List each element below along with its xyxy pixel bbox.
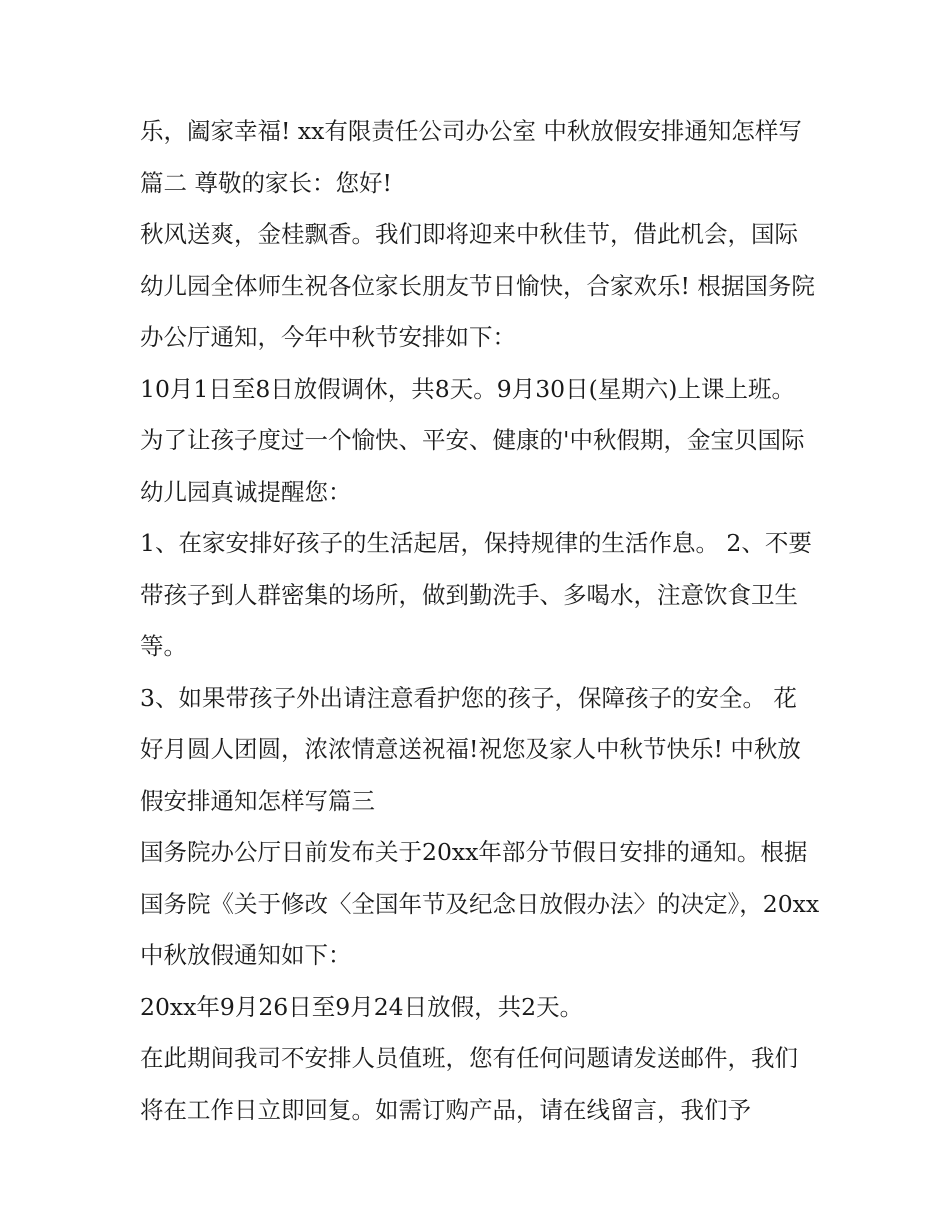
paragraph: 在此期间我司不安排人员值班，您有任何问题请发送邮件，我们将在工作日立即回复。如需订购产品，请在线留言，我们予 bbox=[140, 1044, 798, 1124]
paragraph: 1、在家安排好孩子的生活起居，保持规律的生活作息。 2、不要带孩子到人群密集的场所，做到勤洗手、多喝水，注意饮食卫生等。 bbox=[140, 529, 812, 660]
paragraph: 3、如果带孩子外出请注意看护您的孩子，保障孩子的安全。 花好月圆人团圆，浓浓情意送祝福!祝您及家人中秋节快乐! 中秋放假安排通知怎样写篇三 bbox=[140, 683, 801, 815]
document-body bbox=[140, 106, 820, 1136]
paragraph: 10月1日至8日放假调休，共8天。9月30日(星期六)上课上班。 为了让孩子度过一个愉快、平安、健康的'中秋假期，金宝贝国际幼儿园真诚提醒您： bbox=[140, 374, 805, 506]
paragraph: 国务院办公厅日前发布关于20xx年部分节假日安排的通知。根据国务院《关于修改〈全国年节及纪念日放假办法〉的决定》，20xx中秋放假通知如下： bbox=[140, 838, 820, 969]
paragraph: 秋风送爽，金桂飘香。我们即将迎来中秋佳节，借此机会，国际幼儿园全体师生祝各位家长朋友节日愉快，合家欢乐! 根据国务院办公厅通知，今年中秋节安排如下： bbox=[140, 220, 815, 351]
paragraph: 20xx年9月26日至9月24日放假，共2天。 bbox=[140, 992, 584, 1021]
paragraph: 乐，阖家幸福! xx有限责任公司办公室 中秋放假安排通知怎样写篇二 尊敬的家长：您好! bbox=[140, 117, 802, 197]
